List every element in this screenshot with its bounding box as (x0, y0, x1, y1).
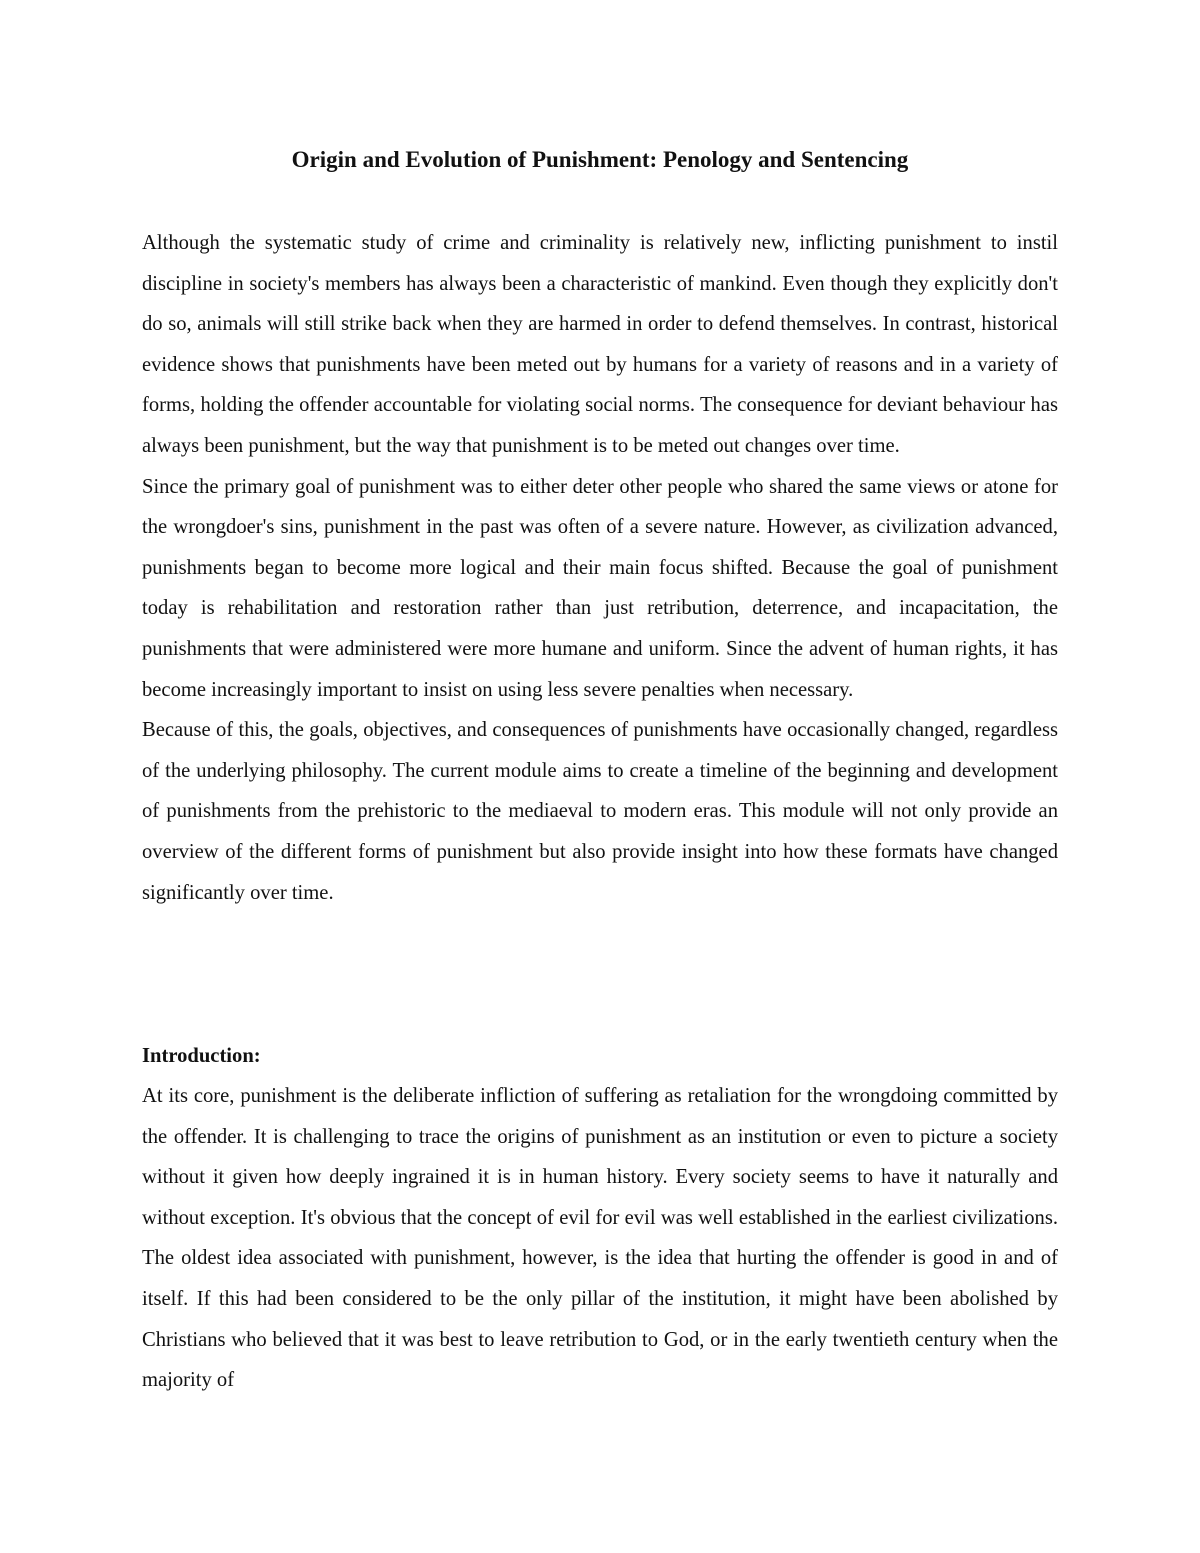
document-page (142, 0, 1058, 1553)
introduction-paragraph: At its core, punishment is the deliberate infliction of suffering as retaliation for the wrongdoing committed by the offender. It is challenging to trace the origins of punishment as an institution or even to picture a society without it given how deeply ingrained it is in human history. Every society seems to have it naturally and without exception. It's obvious that the concept of evil for evil was well established in the earliest civilizations. The oldest idea associated with punishment, however, is the idea that hurting the offender is good in and of itself. If this had been considered to be the only pillar of the institution, it might have been abolished by Christians who believed that it was best to leave retribution to God, or in the early twentieth century when the majority of (142, 1085, 1058, 1392)
paragraph-3: Because of this, the goals, objectives, and consequences of punishments have occasionally changed, regardless of the underlying philosophy. The current module aims to create a timeline of the beginning and development of punishments from the prehistoric to the mediaeval to modern eras. This module will not only provide an overview of the different forms of punishment but also provide insight into how these formats have changed significantly over time. (142, 719, 1058, 904)
body-text-block (142, 223, 1058, 913)
paragraph-1: Although the systematic study of crime and criminality is relatively new, inflicting punishment to instil discipline in society's members has always been a characteristic of mankind. Even though they explicitly don't do so, animals will still strike back when they are harmed in order to defend themselves. In contrast, historical evidence shows that punishments have been meted out by humans for a variety of reasons and in a variety of forms, holding the offender accountable for violating social norms. The consequence for deviant behaviour has always been punishment, but the way that punishment is to be meted out changes over time. (142, 232, 1058, 457)
paragraph-2: Since the primary goal of punishment was to either deter other people who shared the same views or atone for the wrongdoer's sins, punishment in the past was often of a severe nature. However, as civilization advanced, punishments began to become more logical and their main focus shifted. Because the goal of punishment today is rehabilitation and restoration rather than just retribution, deterrence, and incapacitation, the punishments that were administered were more humane and uniform. Since the advent of human rights, it has become increasingly important to insist on using less severe penalties when necessary. (142, 475, 1058, 701)
introduction-text-block (142, 1076, 1058, 1401)
introduction-heading: Introduction: (142, 1045, 261, 1067)
document-title: Origin and Evolution of Punishment: Penology and Sentencing (291, 147, 909, 172)
